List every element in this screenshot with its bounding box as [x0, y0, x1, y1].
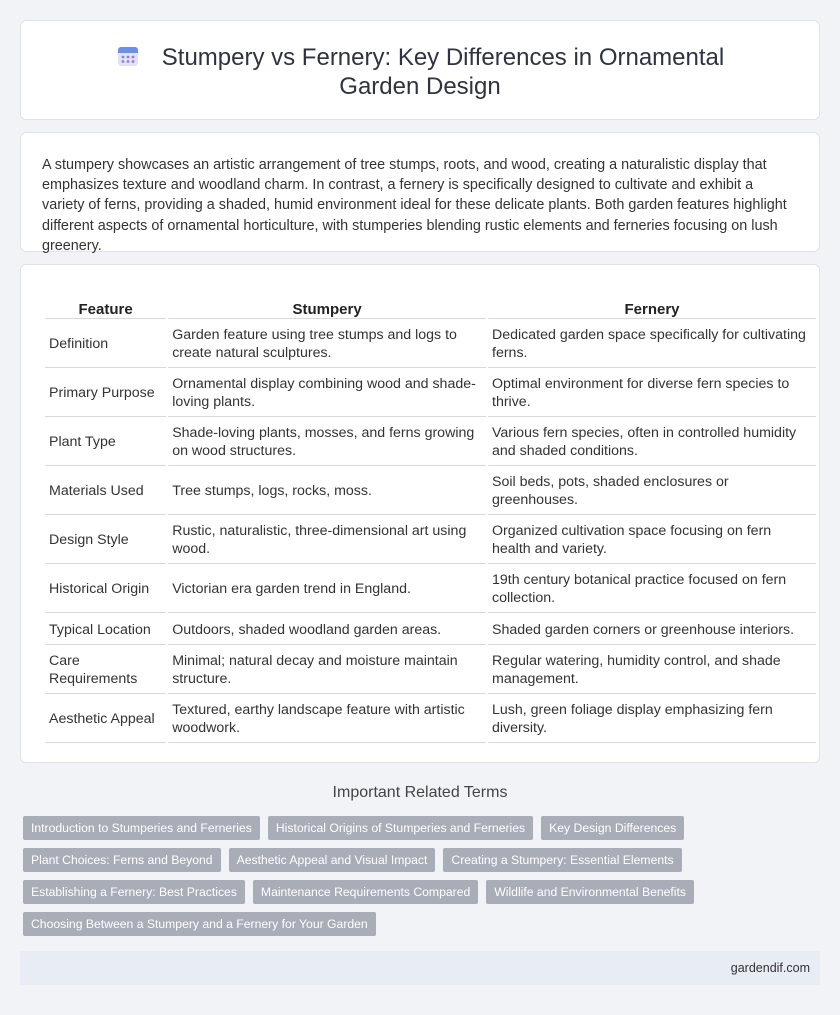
table-row: [45, 615, 816, 645]
stumpery-cell: Victorian era garden trend in England.: [168, 566, 486, 613]
header-card: [20, 20, 820, 120]
feature-cell: Care Requirements: [45, 647, 166, 694]
comparison-table: [43, 297, 818, 745]
stumpery-cell: Minimal; natural decay and moisture maintain structure.: [168, 647, 486, 694]
table-row: [45, 696, 816, 743]
table-header-row: [45, 299, 816, 319]
feature-cell: Materials Used: [45, 468, 166, 515]
fernery-cell: Organized cultivation space focusing on fern health and variety.: [488, 517, 816, 564]
fernery-cell: Lush, green foliage display emphasizing fern diversity.: [488, 696, 816, 743]
feature-cell: Design Style: [45, 517, 166, 564]
page-title-wrap: [21, 43, 819, 101]
footer: [20, 951, 820, 985]
stumpery-cell: Tree stumps, logs, rocks, moss.: [168, 468, 486, 515]
fernery-cell: Soil beds, pots, shaded enclosures or greenhouses.: [488, 468, 816, 515]
table-row: [45, 321, 816, 368]
feature-cell: Historical Origin: [45, 566, 166, 613]
related-term-tag[interactable]: Introduction to Stumperies and Ferneries: [23, 816, 260, 840]
related-term-tag[interactable]: Creating a Stumpery: Essential Elements: [443, 848, 681, 872]
table-row: [45, 468, 816, 515]
related-term-tag[interactable]: Establishing a Fernery: Best Practices: [23, 880, 245, 904]
header-fernery: Fernery: [488, 299, 816, 319]
header-stumpery: Stumpery: [168, 299, 486, 319]
related-term-tag[interactable]: Historical Origins of Stumperies and Ferneries: [268, 816, 533, 840]
page-title: Stumpery vs Fernery: Key Differences in Ornamental Garden Design: [161, 44, 725, 100]
stumpery-cell: Rustic, naturalistic, three-dimensional art using wood.: [168, 517, 486, 564]
feature-cell: Typical Location: [45, 615, 166, 645]
table-row: [45, 566, 816, 613]
stumpery-cell: Outdoors, shaded woodland garden areas.: [168, 615, 486, 645]
stumpery-cell: Ornamental display combining wood and shade-loving plants.: [168, 370, 486, 417]
fernery-cell: Shaded garden corners or greenhouse interiors.: [488, 615, 816, 645]
related-terms-list: [23, 816, 723, 936]
fernery-cell: Various fern species, often in controlled humidity and shaded conditions.: [488, 419, 816, 466]
fernery-cell: 19th century botanical practice focused on fern collection.: [488, 566, 816, 613]
related-term-tag[interactable]: Maintenance Requirements Compared: [253, 880, 478, 904]
related-terms-title: Important Related Terms: [332, 784, 508, 801]
table-row: [45, 370, 816, 417]
stumpery-cell: Shade-loving plants, mosses, and ferns growing on wood structures.: [168, 419, 486, 466]
header-feature: Feature: [45, 299, 166, 319]
stumpery-cell: Textured, earthy landscape feature with artistic woodwork.: [168, 696, 486, 743]
related-term-tag[interactable]: Aesthetic Appeal and Visual Impact: [229, 848, 436, 872]
fernery-cell: Optimal environment for diverse fern species to thrive.: [488, 370, 816, 417]
fernery-cell: Dedicated garden space specifically for cultivating ferns.: [488, 321, 816, 368]
feature-cell: Primary Purpose: [45, 370, 166, 417]
related-term-tag[interactable]: Choosing Between a Stumpery and a Fernery for Your Garden: [23, 912, 376, 936]
fernery-cell: Regular watering, humidity control, and shade management.: [488, 647, 816, 694]
comparison-table-card: [20, 264, 820, 763]
intro-paragraph: A stumpery showcases an artistic arrangement of tree stumps, roots, and wood, creating a naturalistic display that emphasizes texture and woodland charm. In contrast, a fernery is specifically designed to cultivate and exhibit a variety of ferns, providing a shaded, humid environment ideal for these delicate plants. Both garden features highlight different aspects of ornamental horticulture, with stumperies blending rustic elements and ferneries focusing on lush greenery.: [42, 157, 787, 254]
related-term-tag[interactable]: Plant Choices: Ferns and Beyond: [23, 848, 221, 872]
feature-cell: Definition: [45, 321, 166, 368]
table-row: [45, 517, 816, 564]
table-row: [45, 419, 816, 466]
feature-cell: Aesthetic Appeal: [45, 696, 166, 743]
footer-site[interactable]: gardendif.com: [730, 961, 810, 975]
related-term-tag[interactable]: Key Design Differences: [541, 816, 684, 840]
stumpery-cell: Garden feature using tree stumps and logs to create natural sculptures.: [168, 321, 486, 368]
intro-card: [20, 132, 820, 252]
related-term-tag[interactable]: Wildlife and Environmental Benefits: [486, 880, 694, 904]
feature-cell: Plant Type: [45, 419, 166, 466]
table-row: [45, 647, 816, 694]
calendar-icon: [116, 44, 140, 68]
